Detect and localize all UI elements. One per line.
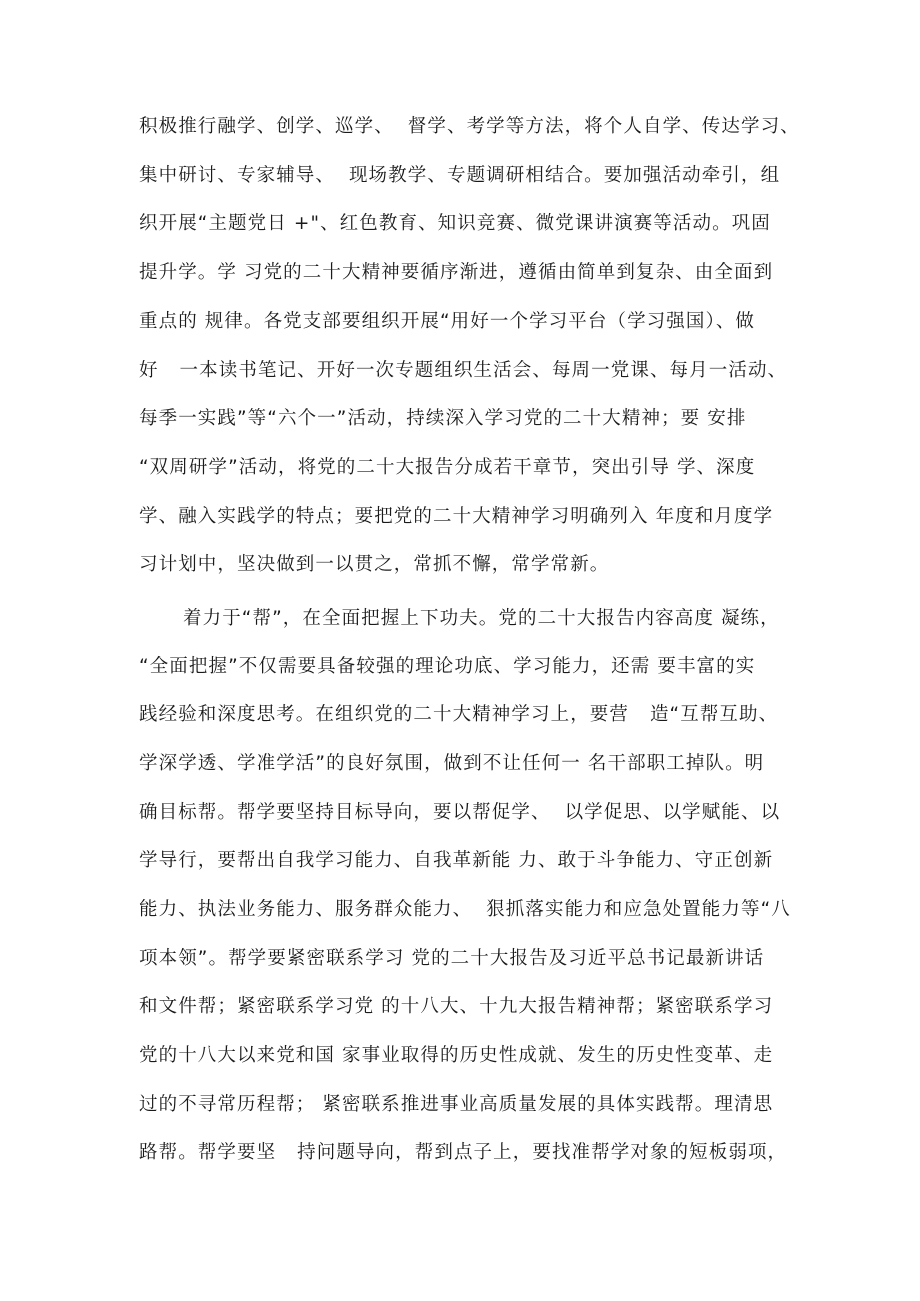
text-line: 学、融入实践学的特点；要把党的二十大精神学习明确列入 年度和月度学 (139, 506, 774, 527)
text-line: 积极推行融学、创学、巡学、 督学、考学等方法，将个人自学、传达学习、 (139, 116, 800, 137)
text-line: 重点的 规律。各党支部要组织开展“用好一个学习平台（学习强国）、做 (139, 311, 756, 332)
text-line: 和文件帮；紧密联系学习党 的十八大、十九大报告精神帮；紧密联系学习 (139, 996, 774, 1017)
text-line: 提升学。学 习党的二十大精神要循序渐进，遵循由简单到复杂、由全面到 (139, 262, 774, 283)
text-line: 践经验和深度思考。在组织党的二十大精神学习上，要营 造“互帮互助、 (139, 704, 779, 725)
text-line: 过的不寻常历程帮； 紧密联系推进事业高质量发展的具体实践帮。理清思 (139, 1094, 774, 1115)
text-line: 学导行，要帮出自我学习能力、自我革新能 力、敢于斗争能力、守正创新 (139, 850, 774, 871)
text-line: 确目标帮。帮学要坚持目标导向，要以帮促学、 以学促思、以学赋能、以 (139, 802, 781, 823)
text-line: 党的十八大以来党和国 家事业取得的历史性成就、发生的历史性变革、走 (139, 1045, 774, 1066)
text-line: 好 一本读书笔记、开好一次专题组织生活会、每周一党课、每月一活动、 (139, 360, 788, 381)
text-line: 路帮。帮学要坚 持问题导向，帮到点子上，要找准帮学对象的短板弱项， (139, 1142, 788, 1163)
text-line: 习计划中，坚决做到一以贯之，常抓不懈，常学常新。 (139, 554, 610, 575)
text-line: 能力、执法业务能力、服务群众能力、 狠抓落实能力和应急处置能力等“八 (139, 899, 791, 920)
text-line: “双周研学”活动，将党的二十大报告分成若干章节，突出引导 学、深度 (139, 457, 756, 478)
text-line: 项本领”。帮学要紧密联系学习 党的二十大报告及习近平总书记最新讲话 (139, 948, 765, 969)
text-line: 着力于“帮”，在全面把握上下功夫。党的二十大报告内容高度 凝练， (183, 608, 780, 629)
text-line: 每季一实践”等“六个一”活动，持续深入学习党的二十大精神；要 安排 (139, 408, 747, 429)
text-line: 集中研讨、专家辅导、 现场教学、专题调研相结合。要加强活动牵引，组 (139, 165, 781, 186)
text-line: “全面把握”不仅需要具备较强的理论功底、学习能力，还需 要丰富的实 (139, 656, 756, 677)
text-line: 织开展“主题党日 +"、红色教育、知识竞赛、微党课讲演赛等活动。巩固 (139, 213, 771, 234)
text-line: 学深学透、学准学活”的良好氛围，做到不让任何一 名干部职工掉队。明 (139, 753, 765, 774)
